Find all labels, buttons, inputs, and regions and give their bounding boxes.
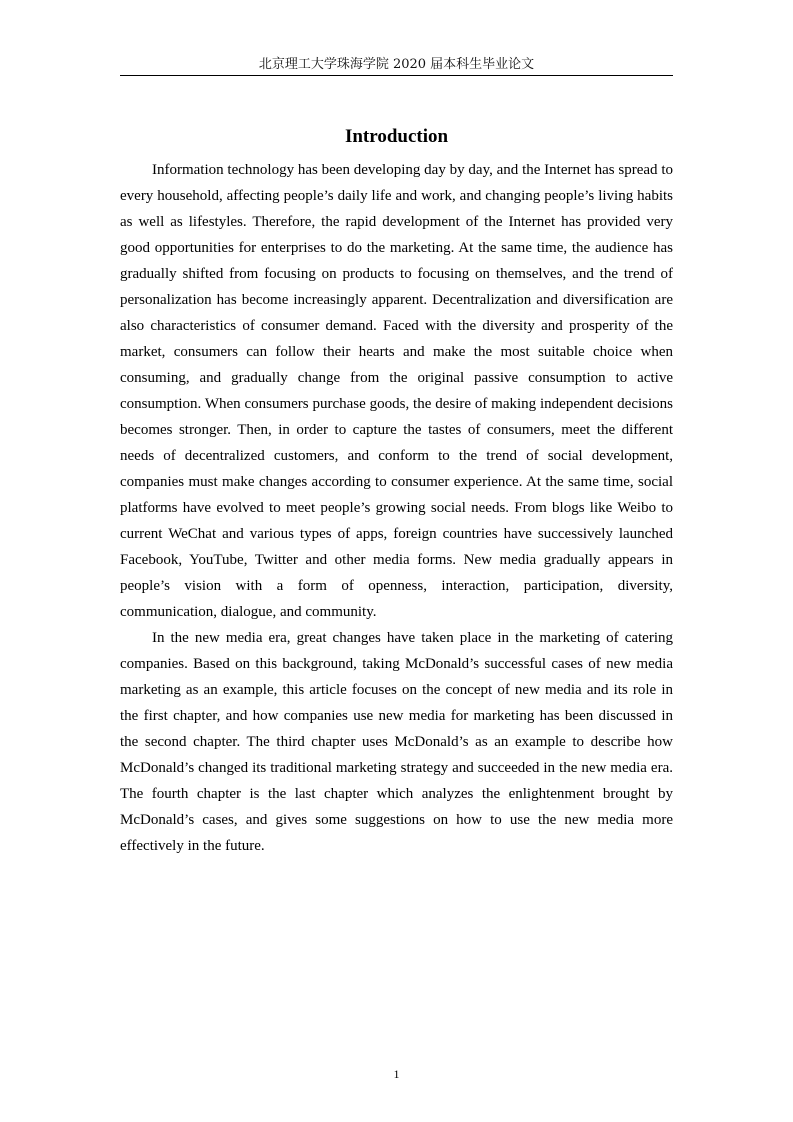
body-paragraph-1: Information technology has been developing day by day, and the Internet has spread to every household, affecting people’s daily life and work, and changing people’s living habits as well as lifestyles. Therefore, the rapid development of the Internet has provided very good opportunities for enterprises to do the marketing. At the same time, the audience has gradually shifted from focusing on products to focusing on themselves, and the trend of personalization has become increasingly apparent. Decentralization and diversification are also characteristics of consumer demand. Faced with the diversity and prosperity of the market, consumers can follow their hearts and make the most suitable choice when consuming, and gradually change from the original passive consumption to active consumption. When consumers purchase goods, the desire of making independent decisions becomes stronger. Then, in order to capture the tastes of consumers, meet the different needs of decentralized customers, and conform to the trend of social development, companies must make changes according to consumer experience. At the same time, social platforms have evolved to meet people’s growing social needs. From blogs like Weibo to current WeChat and various types of apps, foreign countries have successively launched Facebook, YouTube, Twitter and other media forms. New media gradually appears in people’s vision with a form of openness, interaction, participation, diversity, communication, dialogue, and community.	[120, 162, 673, 620]
section-body	[120, 157, 673, 859]
body-paragraph-2: In the new media era, great changes have taken place in the marketing of catering companies. Based on this background, taking McDonald’s successful cases of new media marketing as an example, this article focuses on the concept of new media and its role in the first chapter, and how companies use new media for marketing has been discussed in the second chapter. The third chapter uses McDonald’s as an example to describe how McDonald’s changed its traditional marketing strategy and succeeded in the new media era. The fourth chapter is the last chapter which analyzes the enlightenment brought by McDonald’s cases, and gives some suggestions on how to use the new media more effectively in the future.	[120, 630, 673, 854]
header-divider	[120, 75, 673, 76]
running-header: 北京理工大学珠海学院 2020 届本科生毕业论文	[258, 57, 535, 72]
page-number: 1	[393, 1067, 400, 1081]
section-title: Introduction	[344, 126, 449, 147]
